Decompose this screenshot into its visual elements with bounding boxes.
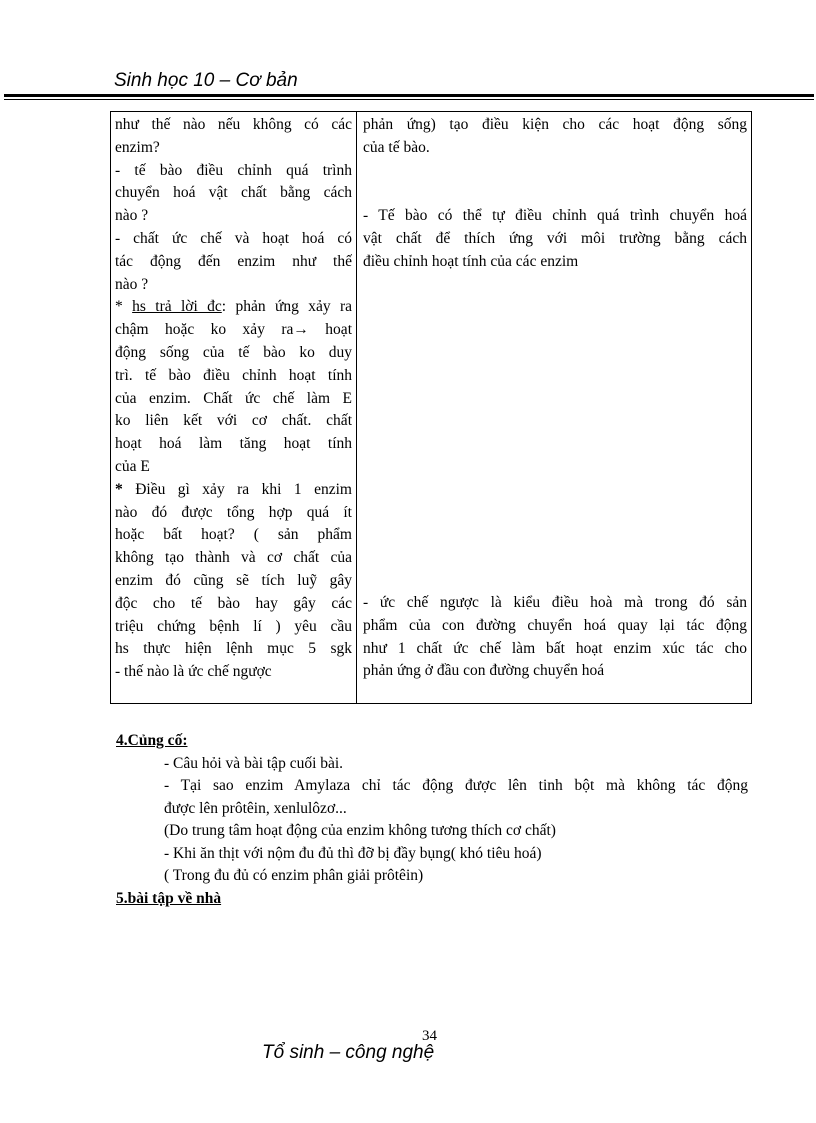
content-line: của tế bào.	[363, 138, 430, 156]
page-header-title: Sinh học 10 – Cơ bản	[114, 70, 298, 91]
content-line: - Tế bào có thể tự điều chỉnh quá trình chuyển hoá	[363, 207, 747, 224]
consolidation-line: ( Trong đu đủ có enzim phân giải prôtêin)	[164, 867, 424, 884]
consolidation-title: 4.Củng cố:	[116, 732, 188, 749]
hs-answer-text: : phản ứng xảy ra	[221, 298, 352, 316]
table-line: của E	[115, 457, 150, 475]
table-line	[115, 296, 352, 319]
content-line: phẩm của con đường chuyển hoá quay lại tác động	[363, 616, 747, 634]
consolidation-body	[116, 753, 748, 888]
activity-table	[110, 111, 752, 704]
table-line: hoặc bất hoạt? ( sản phẩm	[115, 526, 352, 544]
table-line: nào ?	[115, 207, 149, 225]
table-line: nào đó được tổng hợp quá ít	[115, 503, 352, 521]
consolidation-line: (Do trung tâm hoạt động của enzim không tương thích cơ chất)	[164, 822, 556, 839]
table-line: độc cho tế bào hay gây các	[115, 594, 352, 612]
header-rule-thin	[4, 99, 814, 100]
table-line: enzim đó cũng sẽ tích luỹ gây	[115, 571, 352, 589]
content-line: phản ứng) tạo điều kiện cho các hoạt động sống	[363, 116, 747, 133]
table-line: enzim?	[115, 138, 160, 156]
table-line: hs thực hiện lệnh mục 5 sgk	[115, 640, 352, 658]
content-line: phản ứng ở đầu con đường chuyển hoá	[363, 662, 605, 680]
table-line: chuyển hoá vật chất bằng cách	[115, 184, 352, 202]
consolidation-line: được lên prôtêin, xenlulôzơ...	[164, 799, 347, 817]
consolidation-line: - Khi ăn thịt với nộm đu đủ thì đỡ bị đầy bụng( khó tiêu hoá)	[164, 844, 542, 862]
content-line: như 1 chất ức chế làm bất hoạt enzim xúc tác cho	[363, 639, 747, 657]
bullet-star-bold: *	[115, 480, 123, 498]
homework-title: 5.bài tập về nhà	[116, 889, 222, 907]
consolidation-section	[116, 730, 748, 910]
consolidation-line: - Câu hỏi và bài tập cuối bài.	[164, 754, 344, 772]
content-block-feedback-inhibition	[363, 592, 747, 683]
hs-answer-label: hs trả lời đc	[132, 298, 222, 316]
table-line: triệu chứng bệnh lí ) yêu cầu	[115, 617, 352, 635]
content-line: điều chỉnh hoạt tính của các enzim	[363, 252, 579, 270]
table-line: - tế bào điều chỉnh quá trình	[115, 161, 352, 179]
header-rule-thick	[4, 94, 814, 97]
teacher-student-column	[115, 114, 352, 684]
question-text: Điều gì xảy ra khi 1 enzim	[122, 480, 352, 498]
table-line: ko liên kết với cơ chất. chất	[115, 412, 352, 430]
table-line: tác động đến enzim như thế	[115, 252, 352, 270]
table-line: chậm hoặc ko xảy ra→ hoạt	[115, 321, 352, 339]
table-line	[115, 479, 352, 502]
content-line: vật chất để thích ứng với môi trường bằng cách	[363, 229, 747, 247]
bullet-star: *	[115, 298, 133, 316]
content-block-regulation	[363, 205, 747, 273]
consolidation-line: - Tại sao enzim Amylaza chỉ tác động được lên tinh bột mà không tác động	[164, 777, 748, 794]
page-number: 34	[422, 1028, 437, 1044]
table-line: - chất ức chế và hoạt hoá có	[115, 229, 352, 247]
table-line: của enzim. Chất ức chế làm E	[115, 389, 352, 407]
table-line: như thế nào nếu không có các	[115, 116, 352, 133]
table-line: trì. tế bào điều chỉnh hoạt tính	[115, 366, 352, 384]
table-line: không tạo thành và cơ chất của	[115, 549, 352, 567]
table-line: nào ?	[115, 275, 149, 293]
table-line: động sống của tế bào ko duy	[115, 343, 352, 361]
page-footer-text: Tổ sinh – công nghệ	[262, 1042, 435, 1063]
content-column	[363, 114, 747, 160]
table-line: - thế nào là ức chế ngược	[115, 663, 272, 681]
content-line: - ức chế ngược là kiểu điều hoà mà trong đó sản	[363, 594, 747, 611]
table-column-divider	[356, 112, 357, 703]
table-line: hoạt hoá làm tăng hoạt tính	[115, 435, 352, 453]
